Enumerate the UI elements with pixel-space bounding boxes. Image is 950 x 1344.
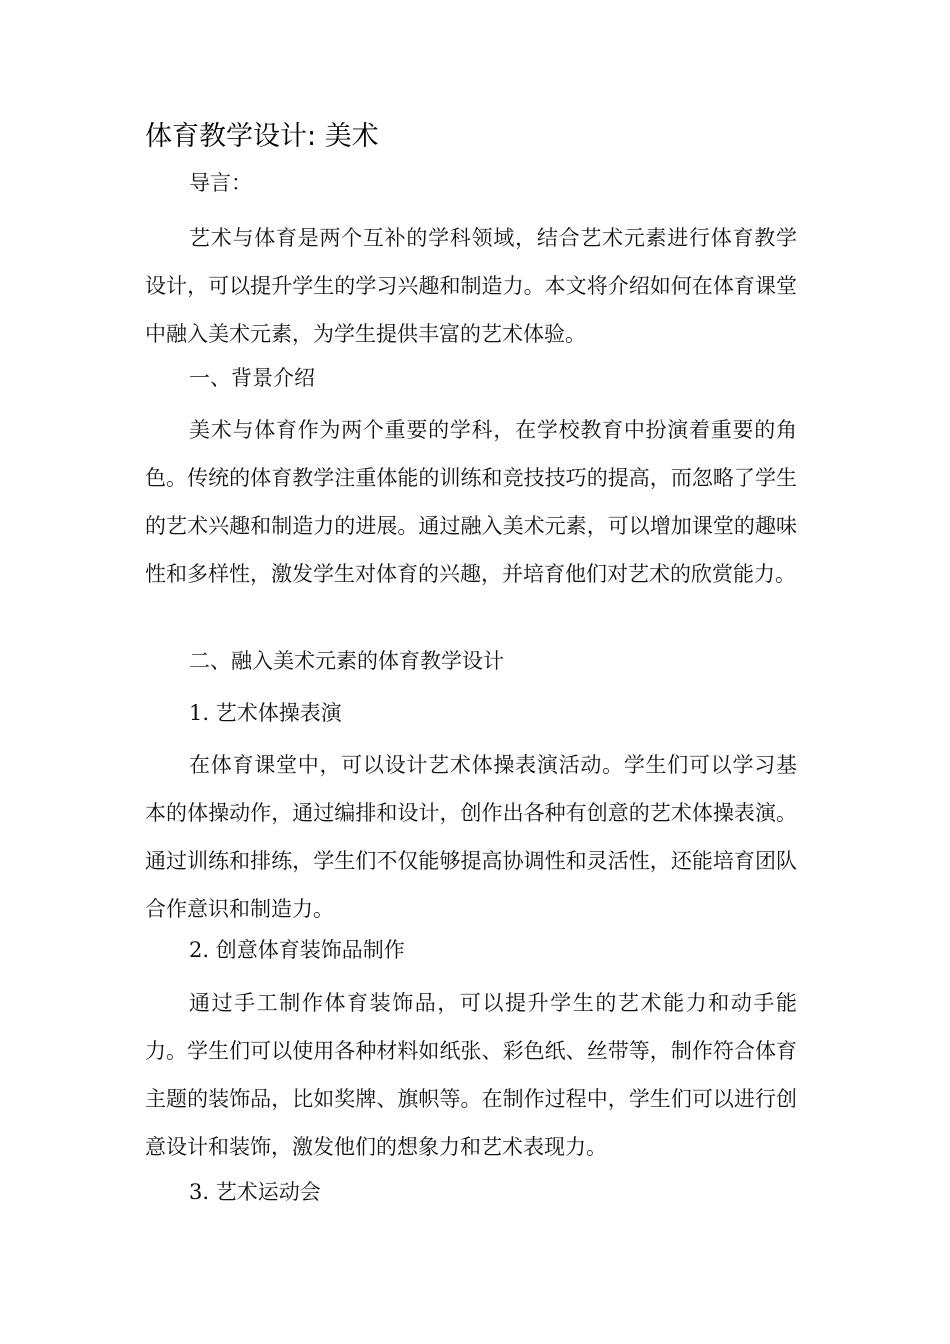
item1-paragraph: 在体育课堂中，可以设计艺术体操表演活动。学生们可以学习基本的体操动作，通过编排和设计，创作出各种有创意的艺术体操表演。通过训练和排练，学生们不仅能够提高协调性和灵活性，还能培育团队合作意识和制造力。 bbox=[145, 753, 797, 921]
item2-paragraph: 通过手工制作体育装饰品，可以提升学生的艺术能力和动手能力。学生们可以使用各种材料如纸张、彩色纸、丝带等，制作符合体育主题的装饰品，比如奖牌、旗帜等。在制作过程中，学生们可以进行创意设计和装饰，激发他们的想象力和艺术表现力。 bbox=[145, 991, 797, 1159]
document-title: 体育教学设计: 美术 bbox=[145, 121, 379, 152]
item1-heading: 1. 艺术体操表演 bbox=[189, 701, 342, 725]
intro-paragraph: 艺术与体育是两个互补的学科领域，结合艺术元素进行体育教学设计，可以提升学生的学习兴趣和制造力。本文将介绍如何在体育课堂中融入美术元素，为学生提供丰富的艺术体验。 bbox=[145, 226, 797, 346]
section2-heading: 二、融入美术元素的体育教学设计 bbox=[189, 649, 504, 673]
item2-heading: 2. 创意体育装饰品制作 bbox=[189, 938, 405, 962]
intro-heading: 导言： bbox=[189, 171, 252, 195]
item3-heading: 3. 艺术运动会 bbox=[189, 1180, 321, 1204]
section1-paragraph: 美术与体育作为两个重要的学科，在学校教育中扮演着重要的角色。传统的体育教学注重体能的训练和竞技技巧的提高，而忽略了学生的艺术兴趣和制造力的进展。通过融入美术元素，可以增加课堂的趣味性和多样性，激发学生对体育的兴趣，并培育他们对艺术的欣赏能力。 bbox=[145, 418, 797, 586]
section1-heading: 一、背景介绍 bbox=[189, 366, 315, 390]
